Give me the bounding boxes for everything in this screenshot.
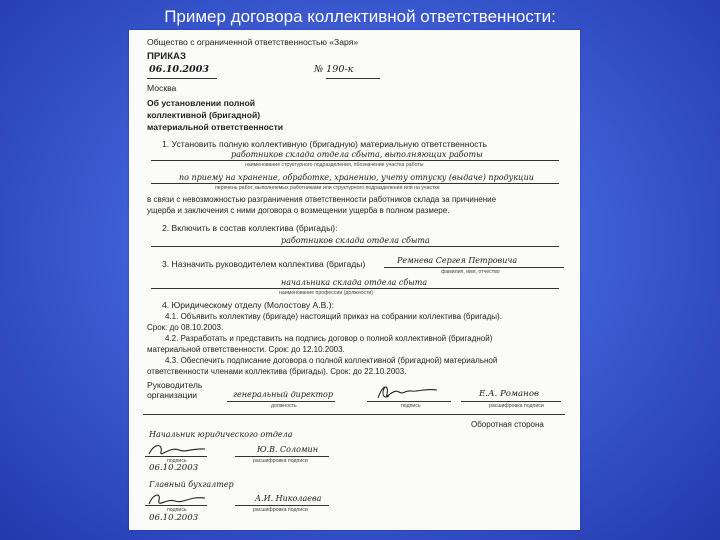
paragraph-1-reason-1: в связи с невозможностью разграничения ответственности работников склада за причинение <box>147 195 497 204</box>
underline <box>235 505 329 506</box>
underline <box>235 456 329 457</box>
underline <box>151 246 559 247</box>
paragraph-4-1: 4.1. Объявить коллективу (бригаде) настоящий приказ на собрании коллектива (бригады). <box>165 312 502 321</box>
hint-unit: наименование структурного подразделения, обозначение участка работы <box>245 162 424 168</box>
date-underline <box>147 78 217 79</box>
underline <box>461 401 561 402</box>
head-label-1: Руководитель <box>147 380 203 390</box>
legal-name-handwritten: Ю.В. Соломин <box>257 445 318 454</box>
hint-works: перечень работ, выполняемых работниками или структурного подразделения или на участке <box>215 185 440 191</box>
accountant-name-handwritten: А.И. Николаева <box>255 494 322 503</box>
paragraph-4-3-continuation: ответственности членами коллектива (бригады). Срок: до 22.10.2003. <box>147 367 407 376</box>
hint-head-position: должность <box>271 403 297 409</box>
underline <box>227 401 335 402</box>
paragraph-3-handwritten-position: начальника склада отдела сбыта <box>281 278 428 287</box>
underline <box>151 183 559 184</box>
paragraph-3-handwritten-name: Ремнева Сергея Петровича <box>397 256 518 265</box>
underline <box>367 401 451 402</box>
hint-accountant-decode: расшифровка подписи <box>253 507 308 513</box>
head-label-2: организации <box>147 390 198 400</box>
document-sheet <box>129 30 580 530</box>
underline <box>145 505 207 506</box>
underline <box>384 267 564 268</box>
hint-head-decode: расшифровка подписи <box>489 403 544 409</box>
subject-line-3: материальной ответственности <box>147 122 284 132</box>
hint-head-signature: подпись <box>401 403 421 409</box>
hint-full-name: фамилия, имя, отчество <box>441 269 500 275</box>
paragraph-4-1-term: Срок: до 08.10.2003. <box>147 323 224 332</box>
underline <box>151 288 559 289</box>
hint-accountant-signature: подпись <box>167 507 187 513</box>
hint-legal-signature: подпись <box>167 458 187 464</box>
paragraph-1: 1. Установить полную коллективную (бригадную) материальную ответственность <box>162 139 487 149</box>
paragraph-4-2-continuation: материальной ответственности. Срок: до 12.10.2003. <box>147 345 345 354</box>
page-separator <box>143 414 565 415</box>
paragraph-3: 3. Назначить руководителем коллектива (бригады) <box>162 259 366 269</box>
order-number: № 190-к <box>314 64 354 75</box>
hint-position: наименование профессии (должности) <box>279 290 374 296</box>
subject-line-2: коллективной (бригадной) <box>147 110 261 120</box>
paragraph-1-handwritten-works: по приему на хранение, обработке, хранению, учету отпуску (выдаче) продукции <box>179 173 534 182</box>
underline <box>151 160 559 161</box>
hint-legal-decode: расшифровка подписи <box>253 458 308 464</box>
legal-signature-icon <box>145 440 209 460</box>
paragraph-2: 2. Включить в состав коллектива (бригады): <box>162 223 338 233</box>
subject-line-1: Об установлении полной <box>147 98 256 108</box>
paragraph-1-handwritten-unit: работников склада отдела сбыта, выполняющих работы <box>231 150 483 159</box>
city: Москва <box>147 83 177 93</box>
paragraph-4: 4. Юридическому отделу (Молостову А.В.): <box>162 300 335 310</box>
head-name-handwritten: Е.А. Романов <box>479 389 540 399</box>
head-position-handwritten: генеральный директор <box>233 390 333 399</box>
accountant-handwritten: Главный бухгалтер <box>149 480 234 489</box>
accountant-date-handwritten: 06.10.2003 <box>149 513 199 523</box>
order-date: 06.10.2003 <box>149 64 210 75</box>
legal-date-handwritten: 06.10.2003 <box>149 463 199 473</box>
legal-head-handwritten: Начальник юридического отдела <box>149 430 293 439</box>
number-underline <box>326 78 380 79</box>
paragraph-4-2: 4.2. Разработать и представить на подпись договор о полной коллективной (бригадной) <box>165 334 493 343</box>
organization-name: Общество с ограниченной ответственностью «Заря» <box>147 37 359 47</box>
underline <box>145 456 207 457</box>
paragraph-1-reason-2: ущерба и заключения с ними договора о возмещении ущерба в полном размере. <box>147 206 450 215</box>
paragraph-4-3: 4.3. Обеспечить подписание договора о полной коллективной (бригадной) материальной <box>165 356 498 365</box>
slide-title: Пример договора коллективной ответственности: <box>164 7 556 26</box>
paragraph-2-handwritten: работников склада отдела сбыта <box>281 236 430 245</box>
order-label: ПРИКАЗ <box>147 51 186 62</box>
reverse-side-label: Оборотная сторона <box>471 420 544 429</box>
